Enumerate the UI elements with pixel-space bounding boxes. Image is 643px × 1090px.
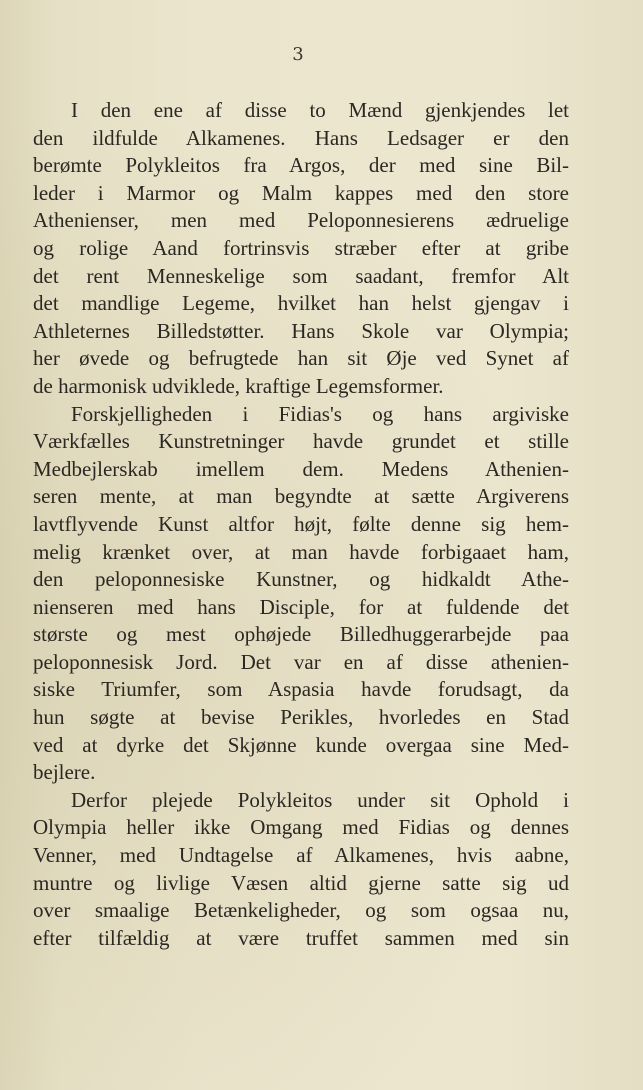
text-line: leder i Marmor og Malm kappes med den store — [33, 180, 569, 205]
text-line: ved at dyrke det Skjønne kunde overgaa sine Med- — [33, 732, 569, 757]
text-line: nienseren med hans Disciple, for at fuldende det — [33, 594, 569, 619]
text-line: Værkfælles Kunstretninger havde grundet et stille — [33, 429, 569, 454]
text-line: melig krænket over, at man havde forbigaaet ham, — [33, 539, 569, 564]
text-line: det rent Menneskelige som saadant, fremfor Alt — [33, 263, 569, 288]
text-line: de harmonisk udviklede, kraftige Legemsformer. — [33, 373, 444, 398]
text-line: lavtflyvende Kunst altfor højt, følte denne sig hem- — [33, 511, 569, 536]
text-line: og rolige Aand fortrinsvis stræber efter at gribe — [33, 235, 569, 260]
text-line: Derfor plejede Polykleitos under sit Ophold i — [71, 787, 569, 812]
body-text — [33, 97, 569, 952]
text-line: Forskjelligheden i Fidias's og hans argiviske — [71, 401, 569, 426]
text-line: Medbejlerskab imellem dem. Medens Athenien- — [33, 456, 569, 481]
text-line: I den ene af disse to Mænd gjenkjendes let — [71, 98, 569, 122]
text-line: Venner, med Undtagelse af Alkamenes, hvis aabne, — [33, 843, 569, 868]
text-line: efter tilfældig at være truffet sammen med sin — [33, 925, 569, 950]
text-line: siske Triumfer, som Aspasia havde forudsagt, da — [33, 677, 569, 702]
text-line: hun søgte at bevise Perikles, hvorledes en Stad — [33, 705, 569, 730]
text-line: Olympia heller ikke Omgang med Fidias og dennes — [33, 815, 569, 840]
text-line: den peloponnesiske Kunstner, og hidkaldt Athe- — [33, 567, 569, 592]
text-line: største og mest ophøjede Billedhuggerarbejde paa — [33, 622, 569, 647]
text-line: det mandlige Legeme, hvilket han helst gjengav i — [33, 291, 569, 316]
text-line: her øvede og befrugtede han sit Øje ved Synet af — [33, 346, 569, 371]
text-line: Athenienser, men med Peloponnesierens ædruelige — [33, 208, 569, 233]
text-line: bejlere. — [33, 760, 96, 785]
text-line: peloponnesisk Jord. Det var en af disse athenien- — [33, 649, 569, 674]
page-number: 3 — [292, 44, 304, 65]
text-line: berømte Polykleitos fra Argos, der med sine Bil- — [33, 153, 569, 178]
text-line: over smaalige Betænkeligheder, og som ogsaa nu, — [33, 898, 569, 923]
text-line: muntre og livlige Væsen altid gjerne satte sig ud — [33, 870, 569, 895]
text-line: Athleternes Billedstøtter. Hans Skole var Olympia; — [33, 318, 569, 343]
text-line: seren mente, at man begyndte at sætte Argiverens — [33, 484, 569, 509]
text-line: den ildfulde Alkamenes. Hans Ledsager er den — [33, 125, 569, 150]
